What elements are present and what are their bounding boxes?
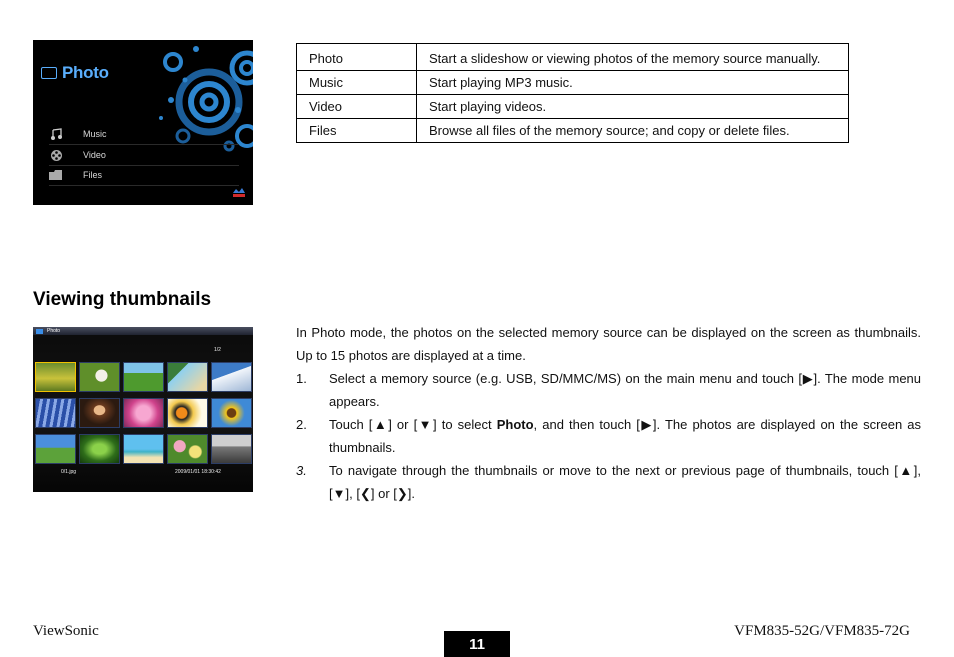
mode-cell: Music	[297, 71, 417, 95]
menu-item-video[interactable]	[49, 145, 239, 166]
selected-filename: 0/1.jpg	[61, 469, 77, 475]
table-row	[297, 119, 849, 143]
menu-title-label: Photo	[62, 63, 109, 82]
thumbnail-photo-bw-landscape[interactable]	[211, 434, 252, 464]
menu-item-label: Files	[83, 170, 103, 180]
photo-menu-screenshot	[33, 40, 253, 205]
thumbnail-photo-butterfly[interactable]	[167, 398, 208, 428]
page-indicator: 1/2	[214, 347, 221, 353]
thumbnail-grid	[35, 362, 251, 464]
steps-list	[296, 367, 921, 505]
thumbnail-title-bar	[33, 327, 253, 335]
chevron-right-icon: ❯	[396, 486, 408, 501]
thumbnail-photo-flowers-bouquet[interactable]	[167, 434, 208, 464]
photo-mode-icon	[36, 329, 43, 334]
play-right-icon: ▶	[801, 371, 814, 386]
table-row	[297, 71, 849, 95]
thumbnail-title: Photo	[47, 328, 61, 334]
arrow-down-icon: ▼	[417, 417, 434, 432]
thumbnail-photo-blue-flowers[interactable]	[35, 398, 76, 428]
music-note-icon	[49, 128, 63, 140]
thumbnail-photo-portrait[interactable]	[79, 398, 120, 428]
step-number: 1.	[296, 371, 307, 386]
thumbnail-photo-grass[interactable]	[123, 362, 164, 392]
selected-datetime: 2009/01/01 18:30:42	[175, 469, 221, 475]
arrow-up-icon: ▲	[897, 463, 914, 478]
thumbnail-photo-snow-mountain[interactable]	[211, 362, 252, 392]
chevron-left-icon: ❮	[359, 486, 371, 501]
step-number: 3.	[296, 463, 307, 478]
play-right-icon: ▶	[639, 417, 653, 432]
section-heading: Viewing thumbnails	[33, 289, 212, 310]
thumbnail-photo-sunflower[interactable]	[211, 398, 252, 428]
instructions-text	[296, 321, 921, 505]
thumbnail-photo-palm-beach[interactable]	[167, 362, 208, 392]
footer-model: VFM835-52G/VFM835-72G	[734, 623, 910, 639]
description-cell: Browse all files of the memory source; and copy or delete files.	[417, 119, 849, 143]
intro-paragraph: In Photo mode, the photos on the selected memory source can be displayed on the screen as thumbnails. Up to 15 photos are displayed at a time.	[296, 325, 921, 363]
description-cell: Start playing MP3 music.	[417, 71, 849, 95]
arrow-down-icon: ▼	[332, 486, 346, 501]
step-item	[296, 367, 921, 413]
step-text: To navigate through the thumbnails or move to the next or previous page of thumbnails, touch [▲], [▼], [❮] or [❯].	[329, 463, 921, 501]
menu-item-music[interactable]	[49, 124, 239, 145]
menu-item-label: Video	[83, 150, 106, 160]
thumbnail-photo-tropical-beach[interactable]	[123, 434, 164, 464]
step-text: Select a memory source (e.g. USB, SD/MMC/MS) on the main menu and touch [▶]. The mode menu appears.	[329, 371, 922, 409]
film-reel-icon	[49, 149, 63, 161]
thumbnail-photo-pink-flower[interactable]	[123, 398, 164, 428]
arrow-up-icon: ▲	[372, 417, 389, 432]
mode-cell: Video	[297, 95, 417, 119]
thumbnail-photo-flower-field[interactable]	[35, 362, 76, 392]
description-cell: Start a slideshow or viewing photos of the memory source manually.	[417, 44, 849, 71]
viewsonic-bird-logo-icon	[231, 185, 247, 199]
mode-menu-table	[296, 43, 849, 143]
mode-cell: Photo	[297, 44, 417, 71]
table-row	[297, 44, 849, 71]
menu-item-files[interactable]	[49, 165, 239, 186]
step-item	[296, 459, 921, 505]
menu-title	[41, 63, 109, 83]
thumbnail-photo-green-leaf[interactable]	[79, 434, 120, 464]
thumbnail-photo-meadow[interactable]	[35, 434, 76, 464]
step-text: Touch [▲] or [▼] to select Photo, and then touch [▶]. The photos are displayed on the screen as thumbnails.	[329, 417, 922, 455]
footer-brand: ViewSonic	[33, 623, 99, 639]
photo-icon	[41, 67, 57, 79]
step-item	[296, 413, 921, 459]
table-row	[297, 95, 849, 119]
page-number: 11	[444, 631, 510, 657]
thumbnail-photo-dog[interactable]	[79, 362, 120, 392]
mode-cell: Files	[297, 119, 417, 143]
description-cell: Start playing videos.	[417, 95, 849, 119]
menu-item-label: Music	[83, 129, 107, 139]
folder-icon	[49, 169, 63, 181]
step-number: 2.	[296, 417, 307, 432]
thumbnail-view-screenshot	[33, 327, 253, 492]
